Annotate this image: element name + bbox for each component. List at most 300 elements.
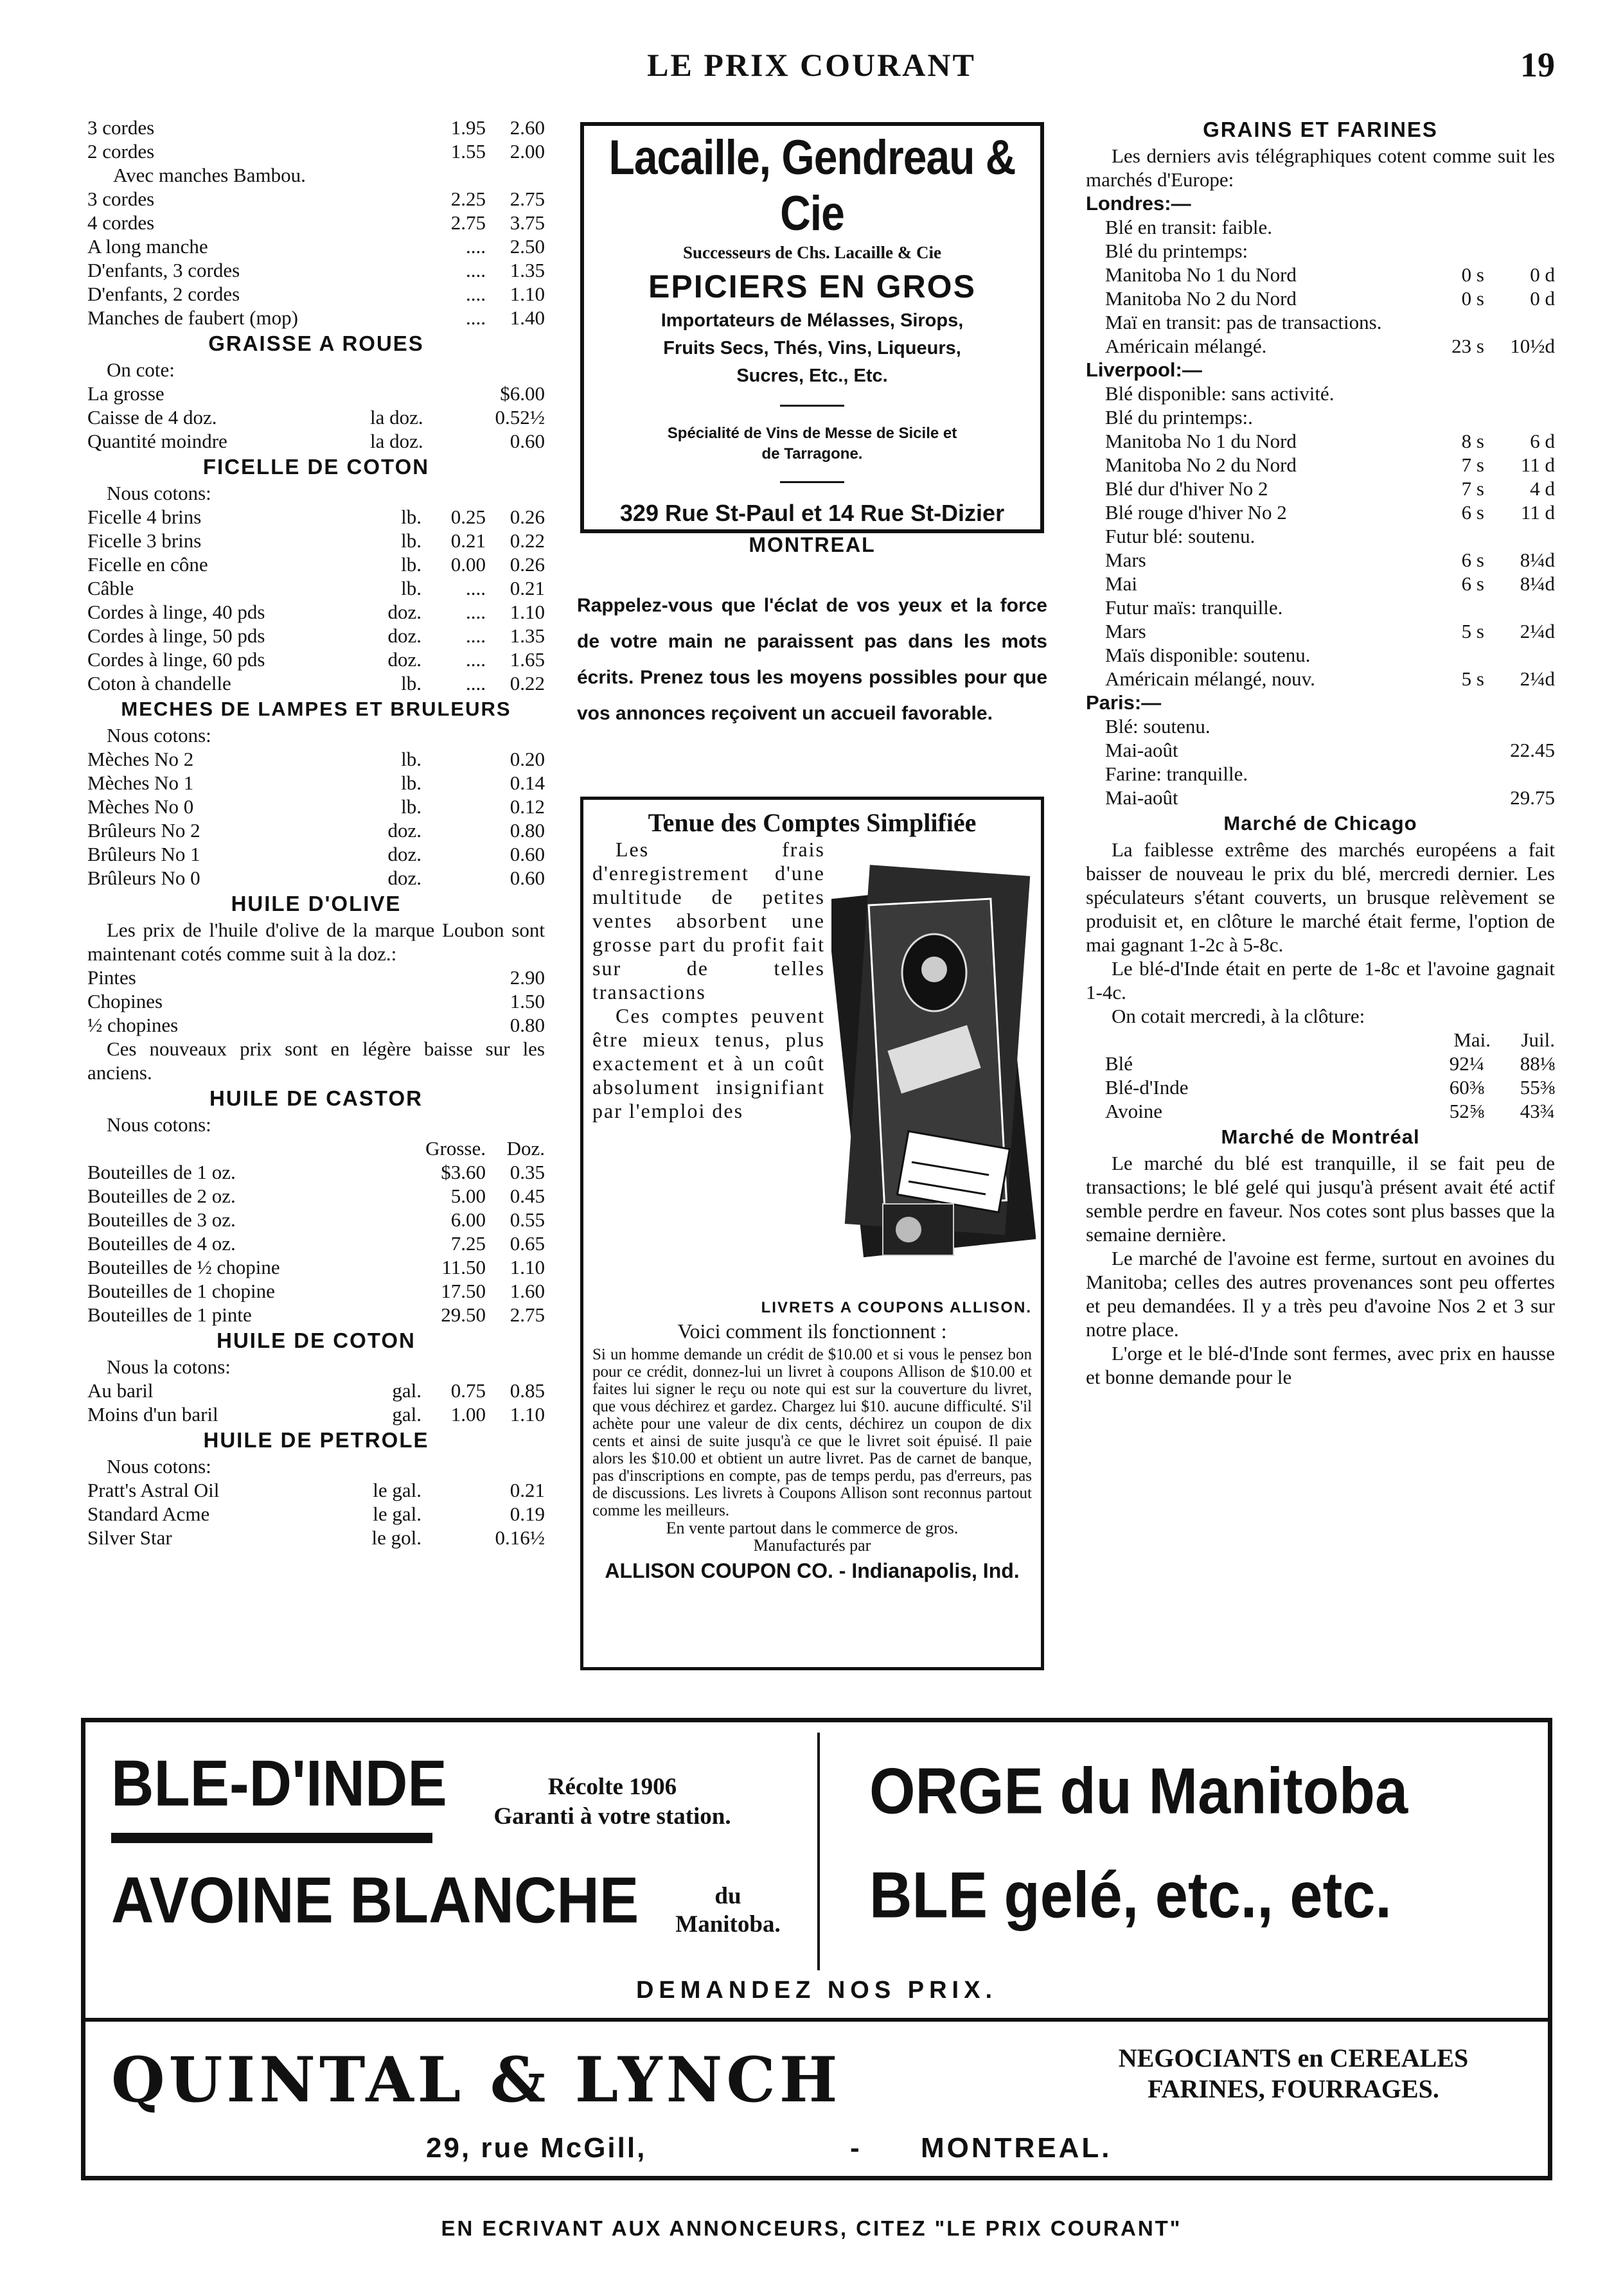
quote-label: Manitoba No 2 du Nord [1105, 287, 1297, 310]
price-row [87, 671, 545, 695]
allison-voici: Voici comment ils fonctionnent : [677, 1320, 947, 1343]
price-high: 1.10 [510, 283, 545, 305]
price-high: 0.22 [510, 529, 545, 552]
price-low: .... [466, 306, 486, 329]
petrole-intro: Nous cotons: [107, 1455, 211, 1478]
price-high: 2.90 [510, 966, 545, 989]
item-unit: lb. [401, 506, 421, 528]
price-high: 1.10 [510, 1256, 545, 1278]
coupon-book-illustration [831, 844, 1036, 1294]
item-name: Bouteilles de 1 oz. [87, 1161, 236, 1183]
price-high: 0.60 [510, 867, 545, 889]
price-high: 0.19 [510, 1503, 545, 1525]
price-low: 6.00 [450, 1208, 486, 1231]
price-high: 1.40 [510, 306, 545, 329]
lacaille-epiciers: EPICIERS EN GROS [648, 269, 976, 305]
price-low: $3.60 [441, 1161, 486, 1183]
chicago-text-3: On cotait mercredi, à la clôture: [1112, 1005, 1365, 1027]
quintal-lynch-name: QUINTAL & LYNCH [111, 2044, 842, 2116]
section-title-petrole: HUILE DE PETROLE [203, 1428, 429, 1452]
quote-label: Mai [1105, 572, 1137, 595]
item-name: D'enfants, 3 cordes [87, 259, 240, 281]
price-high: 0.22 [510, 672, 545, 694]
price-row [87, 258, 545, 282]
allison-company: ALLISON COUPON CO. - Indianapolis, Ind. [605, 1559, 1020, 1582]
ad-horizontal-rule [85, 2018, 1548, 2022]
price-high: 0.60 [510, 430, 545, 452]
item-name: Chopines [87, 990, 163, 1012]
quote-value-a: 5 s [1461, 667, 1484, 690]
quote-row [1086, 572, 1555, 596]
price-row [87, 139, 545, 163]
price-row [87, 1402, 545, 1426]
coton-list [87, 1379, 545, 1426]
price-high: 0.26 [510, 553, 545, 576]
price-row [87, 306, 545, 330]
quote-label: Mars [1105, 620, 1146, 642]
chicago-text-2: Le blé-d'Inde était en perte de 1-8c et l'avoine gagnait 1-4c. [1086, 957, 1555, 1003]
bambou-list [87, 187, 545, 330]
quote-value-a: 23 s [1451, 335, 1484, 357]
advertiser-notice: Rappelez-vous que l'éclat de vos yeux et la force de votre main ne paraissent pas dans les mots écrits. Prenez tous les moyens possibles pour que vos annonces reçoivent un accueil favorable. [577, 595, 1047, 724]
quote-row [1086, 1099, 1555, 1123]
item-name: 3 cordes [87, 116, 155, 139]
chicago-list [1086, 1052, 1555, 1123]
price-high: 0.52½ [495, 406, 545, 428]
price-high: 1.35 [510, 259, 545, 281]
item-unit: gal. [392, 1379, 421, 1402]
item-name: Pintes [87, 966, 136, 989]
quote-label: Mai-août [1105, 786, 1178, 809]
item-name: Au baril [87, 1379, 154, 1402]
item-name: Mèches No 1 [87, 772, 194, 794]
section-title-ficelle: FICELLE DE COTON [202, 455, 430, 479]
item-name: Ficelle 4 brins [87, 506, 202, 528]
graisse-intro: On cote: [107, 358, 175, 381]
londres-line-2: Blé du printemps: [1105, 240, 1248, 262]
ad-divider [817, 1733, 820, 1970]
quote-label: Manitoba No 1 du Nord [1105, 263, 1297, 286]
item-name: Silver Star [87, 1526, 172, 1549]
allison-title: Tenue des Comptes Simplifiée [648, 808, 977, 837]
item-unit: lb. [401, 529, 421, 552]
item-name: Brûleurs No 2 [87, 819, 200, 842]
item-name: Bouteilles de 2 oz. [87, 1185, 236, 1207]
item-unit: la doz. [370, 406, 423, 428]
coupon-book-icon [831, 844, 1036, 1294]
bambou-title: Avec manches Bambou. [113, 164, 306, 186]
paris-line-1: Blé: soutenu. [1105, 715, 1211, 737]
item-name: Pratt's Astral Oil [87, 1479, 220, 1501]
item-name: Bouteilles de 1 chopine [87, 1280, 275, 1302]
cordes-list [87, 116, 545, 163]
item-unit: le gal. [373, 1479, 421, 1501]
quote-label: Avoine [1105, 1100, 1162, 1122]
quote-label: Mars [1105, 549, 1146, 571]
price-row [87, 1232, 545, 1255]
price-high: 1.60 [510, 1280, 545, 1302]
quote-row [1086, 667, 1555, 691]
meches-intro: Nous cotons: [107, 724, 211, 746]
price-row [87, 211, 545, 234]
quote-label: Blé rouge d'hiver No 2 [1105, 501, 1287, 524]
price-row [87, 1160, 545, 1184]
olive-list [87, 966, 545, 1037]
lacaille-successors: Successeurs de Chs. Lacaille & Cie [683, 243, 941, 262]
price-row [87, 529, 545, 552]
item-name: Quantité moindre [87, 430, 227, 452]
coton-intro: Nous la cotons: [107, 1356, 231, 1378]
quote-label: Blé [1105, 1052, 1133, 1075]
price-row [87, 842, 545, 866]
price-low: 1.95 [450, 116, 486, 139]
lacaille-divider [780, 405, 844, 407]
section-title-graisse: GRAISSE A ROUES [208, 331, 424, 355]
item-unit: lb. [401, 553, 421, 576]
price-low: 7.25 [450, 1232, 486, 1255]
quote-label: Mai-août [1105, 739, 1178, 761]
grains-intro: Les derniers avis télégraphiques cotent comme suit les marchés d'Europe: [1086, 145, 1555, 191]
quote-row [1086, 619, 1555, 643]
castor-header-row [87, 1136, 545, 1160]
ble-d-inde-heading: BLE-D'INDE [111, 1747, 447, 1820]
item-unit: doz. [387, 648, 421, 671]
du-text: du [714, 1883, 741, 1909]
price-low: .... [466, 577, 486, 599]
price-high: 0.60 [510, 843, 545, 865]
quote-row [1086, 334, 1555, 358]
address-dash: - [850, 2132, 860, 2164]
item-name: Cordes à linge, 50 pds [87, 624, 265, 647]
section-title-olive: HUILE D'OLIVE [231, 892, 402, 915]
quote-value-b: 2¼d [1520, 620, 1555, 642]
price-high: 0.14 [510, 772, 545, 794]
item-name: Bouteilles de 4 oz. [87, 1232, 236, 1255]
price-high: 1.10 [510, 1403, 545, 1426]
price-row [87, 1478, 545, 1502]
quote-row [1086, 263, 1555, 287]
ble-gele-heading: BLE gelé, etc., etc. [869, 1859, 1392, 1932]
price-row [87, 552, 545, 576]
quote-row [1086, 548, 1555, 572]
manitoba-text: Manitoba. [675, 1911, 781, 1938]
item-unit: doz. [387, 601, 421, 623]
price-low: .... [466, 283, 486, 305]
price-row [87, 1379, 545, 1402]
price-row [87, 966, 545, 989]
garanti-text: Garanti à votre station. [493, 1803, 731, 1830]
castor-head-doz: Doz. [506, 1137, 545, 1160]
item-name: Bouteilles de 3 oz. [87, 1208, 236, 1231]
section-title-coton: HUILE DE COTON [217, 1329, 416, 1352]
allison-vente: En vente partout dans le commerce de gros. [666, 1519, 959, 1537]
item-unit: lb. [401, 672, 421, 694]
liverpool-list-2 [1086, 548, 1555, 596]
quote-value-b: 43¾ [1520, 1100, 1555, 1122]
quote-value-b: 55⅜ [1520, 1076, 1555, 1099]
quote-row [1086, 1075, 1555, 1099]
grains-title: GRAINS ET FARINES [1203, 118, 1438, 141]
castor-head-grosse: Grosse. [425, 1137, 486, 1160]
item-unit: le gal. [373, 1503, 421, 1525]
price-row [87, 771, 545, 795]
item-unit: doz. [387, 624, 421, 647]
item-unit: doz. [387, 819, 421, 842]
item-name: 4 cordes [87, 211, 155, 234]
item-name: Mèches No 2 [87, 748, 194, 770]
price-row [87, 187, 545, 211]
quote-value-b: 8¼d [1520, 549, 1555, 571]
price-low: .... [466, 235, 486, 258]
quote-label: Américain mélangé, nouv. [1105, 667, 1315, 690]
liverpool-line-2: Blé du printemps:. [1105, 406, 1253, 428]
price-row [87, 1208, 545, 1232]
price-row [87, 600, 545, 624]
quote-value-a: 5 s [1461, 620, 1484, 642]
price-row [87, 429, 545, 453]
price-high: 0.35 [510, 1161, 545, 1183]
quote-row [1086, 500, 1555, 524]
price-low: .... [466, 259, 486, 281]
liverpool-list [1086, 429, 1555, 524]
price-row [87, 818, 545, 842]
quintal-city: MONTREAL. [921, 2132, 1112, 2164]
price-high: 1.10 [510, 601, 545, 623]
item-name: 2 cordes [87, 140, 155, 163]
price-high: 0.80 [510, 819, 545, 842]
lacaille-divider-2 [780, 481, 844, 483]
item-unit: doz. [387, 843, 421, 865]
quote-label: Blé dur d'hiver No 2 [1105, 477, 1268, 500]
lacaille-title: Lacaille, Gendreau & Cie [608, 129, 1016, 241]
price-row [87, 1013, 545, 1037]
quote-value-b: 0 d [1530, 287, 1555, 310]
price-high: $6.00 [500, 382, 545, 405]
quote-row [1086, 1052, 1555, 1075]
price-low: 1.00 [450, 1403, 486, 1426]
quote-value-a: 0 s [1461, 263, 1484, 286]
quote-value-b: 8¼d [1520, 572, 1555, 595]
price-row [87, 648, 545, 671]
chicago-head-mai: Mai. [1453, 1029, 1491, 1051]
allison-manuf: Manufacturés par [753, 1536, 871, 1555]
item-name: 3 cordes [87, 188, 155, 210]
chicago-text: La faiblesse extrême des marchés européens a fait baisser de nouveau le prix du blé, mercredi dernier. Les spéculateurs s'étant couverts, un brusque relèvement se produisit et, en clôture le marché était ferme, l'option de mai gagnant 1-2c à 5-8c. [1086, 838, 1555, 956]
price-high: 0.21 [510, 1479, 545, 1501]
price-low: 17.50 [441, 1280, 486, 1302]
quote-value-a: 8 s [1461, 430, 1484, 452]
paris-line-2: Farine: tranquille. [1105, 763, 1248, 785]
allison-body-2: Ces comptes peuvent être mieux tenus, plus exactement et à un coût absolument insignifiant par l'emploi des [592, 1004, 825, 1122]
paris-list [1086, 738, 1555, 762]
item-name: ½ chopines [87, 1014, 179, 1036]
price-low: .... [466, 624, 486, 647]
lacaille-city: MONTREAL [749, 533, 876, 556]
price-high: 0.85 [510, 1379, 545, 1402]
liverpool-list-4 [1086, 667, 1555, 691]
price-high: 1.65 [510, 648, 545, 671]
item-name: D'enfants, 2 cordes [87, 283, 240, 305]
londres-line-1: Blé en transit: faible. [1105, 216, 1272, 238]
paris-heading: Paris:— [1086, 691, 1162, 714]
quote-value-a: 0 s [1461, 287, 1484, 310]
lacaille-importers-1: Importateurs de Mélasses, Sirops, [661, 310, 964, 331]
advertisement-quintal-lynch [81, 1718, 1552, 2180]
price-row [87, 1184, 545, 1208]
montreal-text-3: L'orge et le blé-d'Inde sont fermes, avec prix en hausse et bonne demande pour le [1086, 1342, 1555, 1388]
lacaille-address: 329 Rue St-Paul et 14 Rue St-Dizier [619, 500, 1005, 526]
ficelle-intro: Nous cotons: [107, 482, 211, 504]
olive-note: Ces nouveaux prix sont en légère baisse sur les anciens. [87, 1038, 545, 1084]
price-row [87, 282, 545, 306]
quote-label: Américain mélangé. [1105, 335, 1267, 357]
quote-value-b: 11 d [1520, 501, 1555, 524]
liverpool-list-3 [1086, 619, 1555, 643]
liverpool-line-1: Blé disponible: sans activité. [1105, 382, 1335, 405]
price-low: 5.00 [450, 1185, 486, 1207]
price-high: 0.12 [510, 795, 545, 818]
price-low: 2.25 [450, 188, 486, 210]
price-high: 1.50 [510, 990, 545, 1012]
graisse-list [87, 382, 545, 453]
price-low: 0.75 [450, 1379, 486, 1402]
item-name: Cordes à linge, 40 pds [87, 601, 265, 623]
price-row [87, 382, 545, 405]
item-unit: doz. [387, 867, 421, 889]
item-unit: gal. [392, 1403, 421, 1426]
quintal-address: 29, rue McGill, [426, 2132, 647, 2164]
journal-title: LE PRIX COURANT [647, 47, 976, 83]
price-low: .... [466, 672, 486, 694]
price-row [87, 989, 545, 1013]
item-name: Bouteilles de ½ chopine [87, 1256, 280, 1278]
farines-text: FARINES, FOURRAGES. [1148, 2074, 1439, 2103]
quote-value-a: 60⅜ [1449, 1076, 1484, 1099]
price-low: 29.50 [441, 1303, 486, 1326]
item-name: Manches de faubert (mop) [87, 306, 298, 329]
chicago-head-juil: Juil. [1521, 1029, 1555, 1051]
price-row [87, 795, 545, 818]
quote-value-b: 2¼d [1520, 667, 1555, 690]
price-row [87, 1303, 545, 1327]
quote-value-b: 88⅛ [1520, 1052, 1555, 1075]
quote-value-b: 4 d [1530, 477, 1555, 500]
price-low: .... [466, 601, 486, 623]
quote-row [1086, 429, 1555, 453]
price-low: 2.75 [450, 211, 486, 234]
quote-value-a: 92¼ [1449, 1052, 1484, 1075]
demandez-text: DEMANDEZ NOS PRIX. [635, 1977, 998, 2004]
price-high: 0.55 [510, 1208, 545, 1231]
londres-line-3: Maï en transit: pas de transactions. [1105, 311, 1382, 333]
price-high: 2.75 [510, 188, 545, 210]
ficelle-list [87, 505, 545, 695]
castor-intro: Nous cotons: [107, 1113, 211, 1136]
price-low: 0.25 [450, 506, 486, 528]
quote-row [1086, 287, 1555, 310]
item-name: Brûleurs No 1 [87, 843, 200, 865]
footer-notice: EN ECRIVANT AUX ANNONCEURS, CITEZ "LE PRIX COURANT" [441, 2216, 1182, 2240]
price-high: 2.00 [510, 140, 545, 163]
price-high: 2.75 [510, 1303, 545, 1326]
lacaille-importers-2: Fruits Secs, Thés, Vins, Liqueurs, [663, 338, 961, 358]
price-low: 1.55 [450, 140, 486, 163]
londres-list [1086, 263, 1555, 310]
allison-livrets: LIVRETS A COUPONS ALLISON. [761, 1299, 1032, 1316]
liverpool-line-5: Maïs disponible: soutenu. [1105, 644, 1311, 666]
price-high: 2.50 [510, 235, 545, 258]
item-unit: lb. [401, 772, 421, 794]
price-row [87, 747, 545, 771]
castor-list [87, 1160, 545, 1327]
lacaille-special-2: de Tarragone. [761, 445, 863, 463]
londres-heading: Londres:— [1086, 192, 1191, 215]
item-name: Ficelle en cône [87, 553, 208, 576]
price-high: 0.21 [510, 577, 545, 599]
londres-list-2 [1086, 334, 1555, 358]
chicago-header-row [1086, 1028, 1555, 1052]
price-row [87, 866, 545, 890]
price-row [87, 1279, 545, 1303]
ad-thick-rule [111, 1833, 432, 1843]
petrole-list [87, 1478, 545, 1550]
item-unit: lb. [401, 577, 421, 599]
item-name: Brûleurs No 0 [87, 867, 200, 889]
price-high: 1.35 [510, 624, 545, 647]
price-row [87, 1502, 545, 1526]
lacaille-special-1: Spécialité de Vins de Messe de Sicile et [667, 425, 957, 442]
quote-value-b: 0 d [1530, 263, 1555, 286]
price-low: 11.50 [441, 1256, 486, 1278]
quote-value-b: 11 d [1520, 454, 1555, 476]
olive-intro: Les prix de l'huile d'olive de la marque Loubon sont maintenant cotés comme suit à la doz.: [87, 919, 545, 965]
orge-heading: ORGE du Manitoba [869, 1755, 1408, 1828]
quote-value-a: 6 s [1461, 549, 1484, 571]
price-row [87, 234, 545, 258]
recolte-text: Récolte 1906 [547, 1774, 677, 1800]
advertisement-lacaille [580, 122, 1044, 556]
montreal-text: Le marché du blé est tranquille, il se fait peu de transactions; le blé gelé qui jusqu'à présent avait été actif semble perdre en faveur. Nos cotes sont plus basses que la semaine dernière. [1086, 1152, 1555, 1246]
item-unit: lb. [401, 795, 421, 818]
price-row [87, 116, 545, 139]
item-name: Caisse de 4 doz. [87, 406, 217, 428]
price-row [87, 1255, 545, 1279]
price-high: 0.80 [510, 1014, 545, 1036]
price-row [87, 1526, 545, 1550]
quote-label: Blé-d'Inde [1105, 1076, 1189, 1099]
item-name: Ficelle 3 brins [87, 529, 202, 552]
quote-value-b: 29.75 [1510, 786, 1555, 809]
price-row [87, 405, 545, 429]
quote-label: Manitoba No 1 du Nord [1105, 430, 1297, 452]
item-name: Standard Acme [87, 1503, 210, 1525]
grains-column [1086, 116, 1555, 1389]
liverpool-line-3: Futur blé: soutenu. [1105, 525, 1255, 547]
item-name: La grosse [87, 382, 164, 405]
quote-row [1086, 786, 1555, 809]
quote-value-b: 6 d [1530, 430, 1555, 452]
price-high: 2.60 [510, 116, 545, 139]
quote-value-a: 6 s [1461, 501, 1484, 524]
price-high: 0.26 [510, 506, 545, 528]
meches-list [87, 747, 545, 890]
price-high: 0.65 [510, 1232, 545, 1255]
avoine-heading: AVOINE BLANCHE [111, 1864, 639, 1937]
quote-row [1086, 453, 1555, 477]
item-name: Bouteilles de 1 pinte [87, 1303, 252, 1326]
price-row [87, 576, 545, 600]
price-low: .... [466, 648, 486, 671]
